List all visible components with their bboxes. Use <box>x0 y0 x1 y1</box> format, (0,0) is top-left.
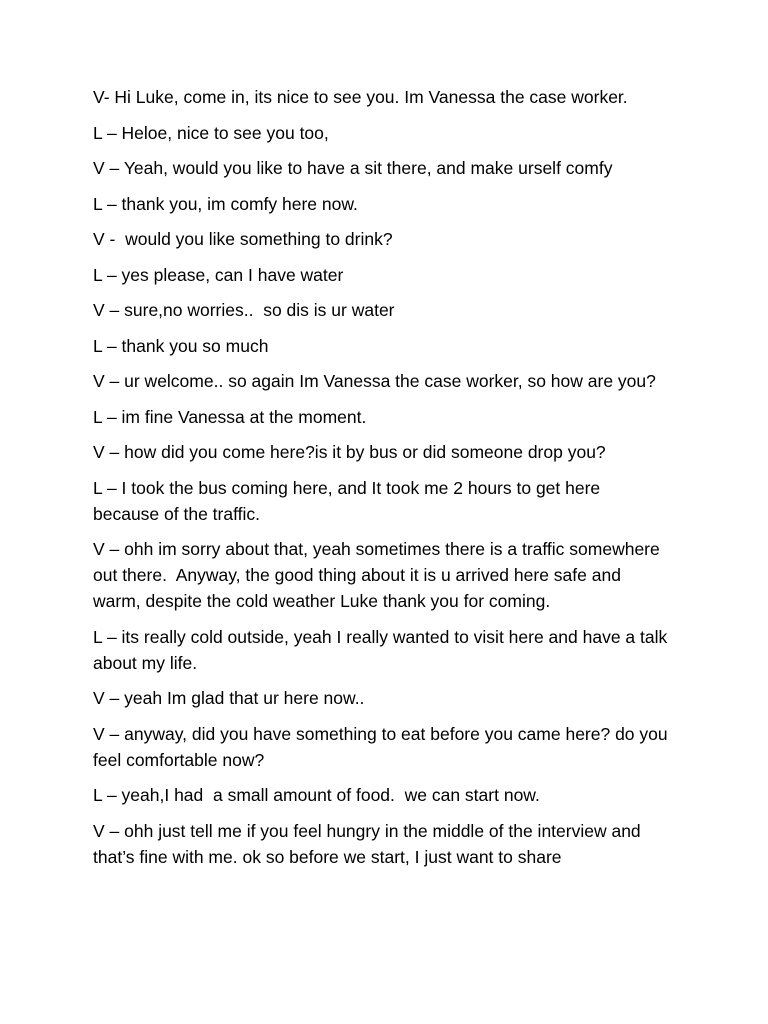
dialogue-line: L – I took the bus coming here, and It took me 2 hours to get here because of the traffic. <box>93 477 606 524</box>
dialogue-line: V – ohh just tell me if you feel hungry in the middle of the interview and that’s fine with me. ok so before we start, I just want to share <box>93 820 646 867</box>
dialogue-line: L – im fine Vanessa at the moment. <box>93 406 367 427</box>
dialogue-line: V – sure,no worries.. so dis is ur water <box>93 300 395 320</box>
dialogue-line: V- Hi Luke, come in, its nice to see you. Im Vanessa the case worker. <box>93 87 628 107</box>
dialogue-line: V – yeah Im glad that ur here now.. <box>93 688 365 708</box>
dialogue-line: L – thank you, im comfy here now. <box>93 193 358 214</box>
dialogue-line: L – yeah,I had a small amount of food. we can start now. <box>93 785 540 805</box>
dialogue-line: V – ur welcome.. so again Im Vanessa the case worker, so how are you? <box>93 371 656 391</box>
dialogue-line: L – thank you so much <box>93 335 269 356</box>
dialogue-line: V – ohh im sorry about that, yeah sometimes there is a traffic somewhere out there. Anyway, the good thing about it is u arrived here safe and warm, despite the cold weather Luke thank you for coming. <box>93 539 665 611</box>
dialogue-line: V – Yeah, would you like to have a sit there, and make urself comfy <box>93 158 613 178</box>
dialogue-line: V – how did you come here?is it by bus or did someone drop you? <box>93 442 606 462</box>
dialogue-line: V – anyway, did you have something to eat before you came here? do you feel comfortable now? <box>93 723 673 770</box>
dialogue-line: V - would you like something to drink? <box>93 229 393 249</box>
dialogue-line: L – yes please, can I have water <box>93 264 344 285</box>
dialogue-line: L – Heloe, nice to see you too, <box>93 122 329 143</box>
dialogue-line: L – its really cold outside, yeah I really wanted to visit here and have a talk about my life. <box>93 626 673 673</box>
